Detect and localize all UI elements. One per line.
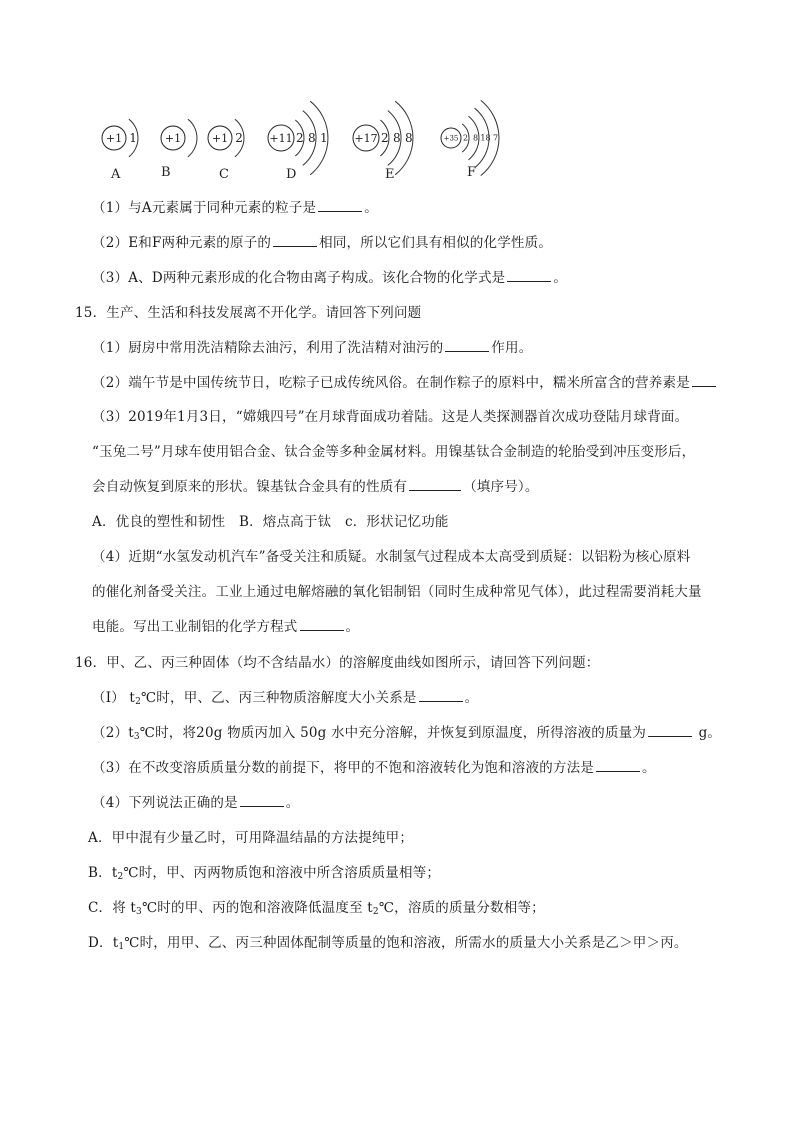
atom-label: D: [286, 167, 297, 182]
q15-part4-line3: [92, 618, 359, 636]
nucleus-charge: +1: [105, 131, 123, 145]
subscript: 2: [372, 907, 379, 917]
answer-blank[interactable]: [409, 478, 461, 491]
option-b-start: B．t: [88, 865, 118, 881]
q15-part1-text: （1）厨房中常用洗洁精除去油污，利用了洗洁精对油污的: [92, 340, 444, 356]
electron-count: 18: [480, 133, 491, 143]
q15-part1: [92, 339, 532, 357]
answer-blank[interactable]: [596, 759, 640, 772]
electron-count: 8: [307, 130, 316, 145]
electron-count: 2: [295, 130, 304, 145]
option-d-text: ℃时，用甲、乙、丙三种固体配制等质量的饱和溶液，所需水的质量大小关系是乙＞甲＞丙。: [124, 935, 688, 951]
electron-count: 8: [404, 130, 413, 145]
answer-blank[interactable]: [273, 234, 317, 247]
option-b-text: ℃时，甲、丙两物质饱和溶液中所含溶质质量相等；: [123, 865, 441, 881]
atom-C: [208, 119, 244, 182]
q16-part3-end: 。: [642, 760, 656, 776]
electron-count: 8: [472, 133, 479, 143]
atom-B: [161, 119, 197, 180]
q14-part2: [92, 234, 552, 252]
subscript: 1: [118, 942, 125, 952]
nucleus-charge: +35: [443, 134, 459, 143]
answer-blank[interactable]: [240, 794, 284, 807]
electron-count: 7: [492, 133, 499, 143]
electron-shell-arc: [188, 119, 197, 157]
q15-part4-line1: （4）近期“水氢发动机汽车”备受关注和质疑。水制氢气过程成本太高受到质疑：以铝粉为核心原料: [92, 549, 691, 565]
atom-label: F: [467, 165, 477, 180]
q15-part4-text: 电能。写出工业制铝的化学方程式: [92, 619, 298, 635]
q15-part2: [92, 374, 718, 392]
atom-E: [353, 101, 413, 182]
q15-part3-text: 会自动恢复到原来的形状。镍基钛合金具有的性质有: [92, 479, 408, 495]
q15-part2-text: （2）端午节是中国传统节日，吃粽子已成传统风俗。在制作粽子的原料中，糯米所富含的营养素是: [92, 375, 690, 391]
nucleus-charge: +1: [211, 131, 229, 145]
q15-part3-line2: “玉兔二号”月球车使用铝合金、钛合金等多种金属材料。用镍基钛合金制造的轮胎受到冲压变形后，: [92, 444, 696, 460]
q14-part3-end: 。: [553, 270, 568, 286]
q16-title: 16．甲、乙、丙三种固体（均不含结晶水）的溶解度曲线如图所示，请回答下列问题：: [75, 655, 600, 671]
q16-part1-start: （I） t: [92, 690, 136, 706]
q16-option-a: A．甲中混有少量乙时，可用降温结晶的方法提纯甲；: [88, 830, 414, 846]
q16-option-b: [88, 864, 440, 882]
q16-part4-end: 。: [285, 795, 300, 811]
q14-part1-end: 。: [364, 200, 378, 216]
q15-part3-line1: （3）2019年1月3日，“嫦娥四号”在月球背面成功着陆。这是人类探测器首次成功登陆月球背面。: [92, 409, 689, 425]
option-c-end: ℃，溶质的质量分数相等；: [378, 900, 545, 916]
option-c-text: ℃时的甲、丙的饱和溶液降低温度至 t: [141, 900, 373, 916]
option-c-start: C．将 t: [88, 900, 137, 916]
answer-blank[interactable]: [419, 689, 463, 702]
atomic-structure-diagram: [95, 96, 515, 186]
answer-blank[interactable]: [648, 724, 692, 737]
electron-count: 2: [380, 130, 389, 145]
atom-A: [102, 119, 138, 182]
q15-part3-line3: [92, 478, 539, 496]
q16-part3: [92, 759, 656, 777]
q14-part3-text: （3）A、D两种元素形成的化合物由离子构成。该化合物的化学式是: [92, 270, 506, 286]
q16-part4: [92, 794, 300, 812]
q16-option-d: [88, 934, 688, 952]
atom-D: [268, 101, 328, 182]
atom-F: [441, 100, 499, 180]
q15-part3-end: （填序号）。: [463, 479, 539, 495]
nucleus-charge: +11: [269, 131, 293, 145]
q15-title: 15．生产、生活和科技发展离不开化学。请回答下列问题: [75, 305, 422, 321]
q14-part2-end: 相同，所以它们具有相似的化学性质。: [319, 235, 553, 251]
answer-blank[interactable]: [318, 199, 362, 212]
q14-part1: [92, 199, 378, 217]
q16-part1-text: ℃时，甲、乙、丙三种物质溶解度大小关系是: [141, 690, 417, 706]
q14-part2-text: （2）E和F两种元素的原子的: [92, 235, 272, 251]
atom-label: B: [161, 165, 171, 180]
subscript: 2: [135, 697, 141, 707]
answer-blank[interactable]: [507, 269, 551, 282]
electron-count: 2: [235, 130, 243, 145]
q16-option-c: [88, 899, 545, 917]
q14-part3: [92, 269, 567, 287]
q16-part1: [92, 689, 478, 707]
subscript: 2: [117, 872, 124, 882]
q16-part1-end: 。: [464, 690, 479, 706]
electron-count: 2: [462, 133, 469, 143]
nucleus-charge: +1: [164, 131, 182, 145]
q16-part4-text: （4）下列说法正确的是: [92, 795, 238, 811]
atom-label: E: [385, 167, 395, 182]
q16-part2-end: g。: [694, 725, 722, 741]
answer-blank[interactable]: [445, 339, 489, 352]
nucleus-charge: +17: [354, 131, 378, 145]
subscript: 3: [133, 732, 140, 742]
q15-part4-end: 。: [345, 619, 360, 635]
electron-count: 1: [319, 130, 328, 145]
q16-part3-text: （3）在不改变溶质质量分数的前提下，将甲的不饱和溶液转化为饱和溶液的方法是: [92, 760, 594, 776]
q15-part1-end: 作用。: [491, 340, 533, 356]
option-d-start: D．t: [88, 935, 119, 951]
q16-part2-text: ℃时，将20g 物质丙加入 50g 水中充分溶解，并恢复到原温度，所得溶液的质量为: [139, 725, 647, 741]
q16-part2-start: （2）t: [92, 725, 134, 741]
electron-count: 8: [392, 130, 401, 145]
answer-blank[interactable]: [300, 618, 344, 631]
electron-count: 1: [129, 130, 137, 145]
atom-label: C: [219, 167, 229, 182]
answer-blank[interactable]: [692, 374, 716, 387]
subscript: 3: [136, 907, 142, 917]
q16-part2: [92, 724, 721, 742]
q14-part1-text: （1）与A元素属于同种元素的粒子是: [92, 200, 317, 216]
atom-label: A: [111, 167, 121, 182]
q15-part4-line2: 的催化剂备受关注。工业上通过电解熔融的氧化铝制铝（同时生成种常见气体），此过程需要消耗大量: [92, 584, 702, 600]
q15-options: A．优良的塑性和韧性 B．熔点高于钛 c．形状记忆功能: [92, 514, 449, 530]
